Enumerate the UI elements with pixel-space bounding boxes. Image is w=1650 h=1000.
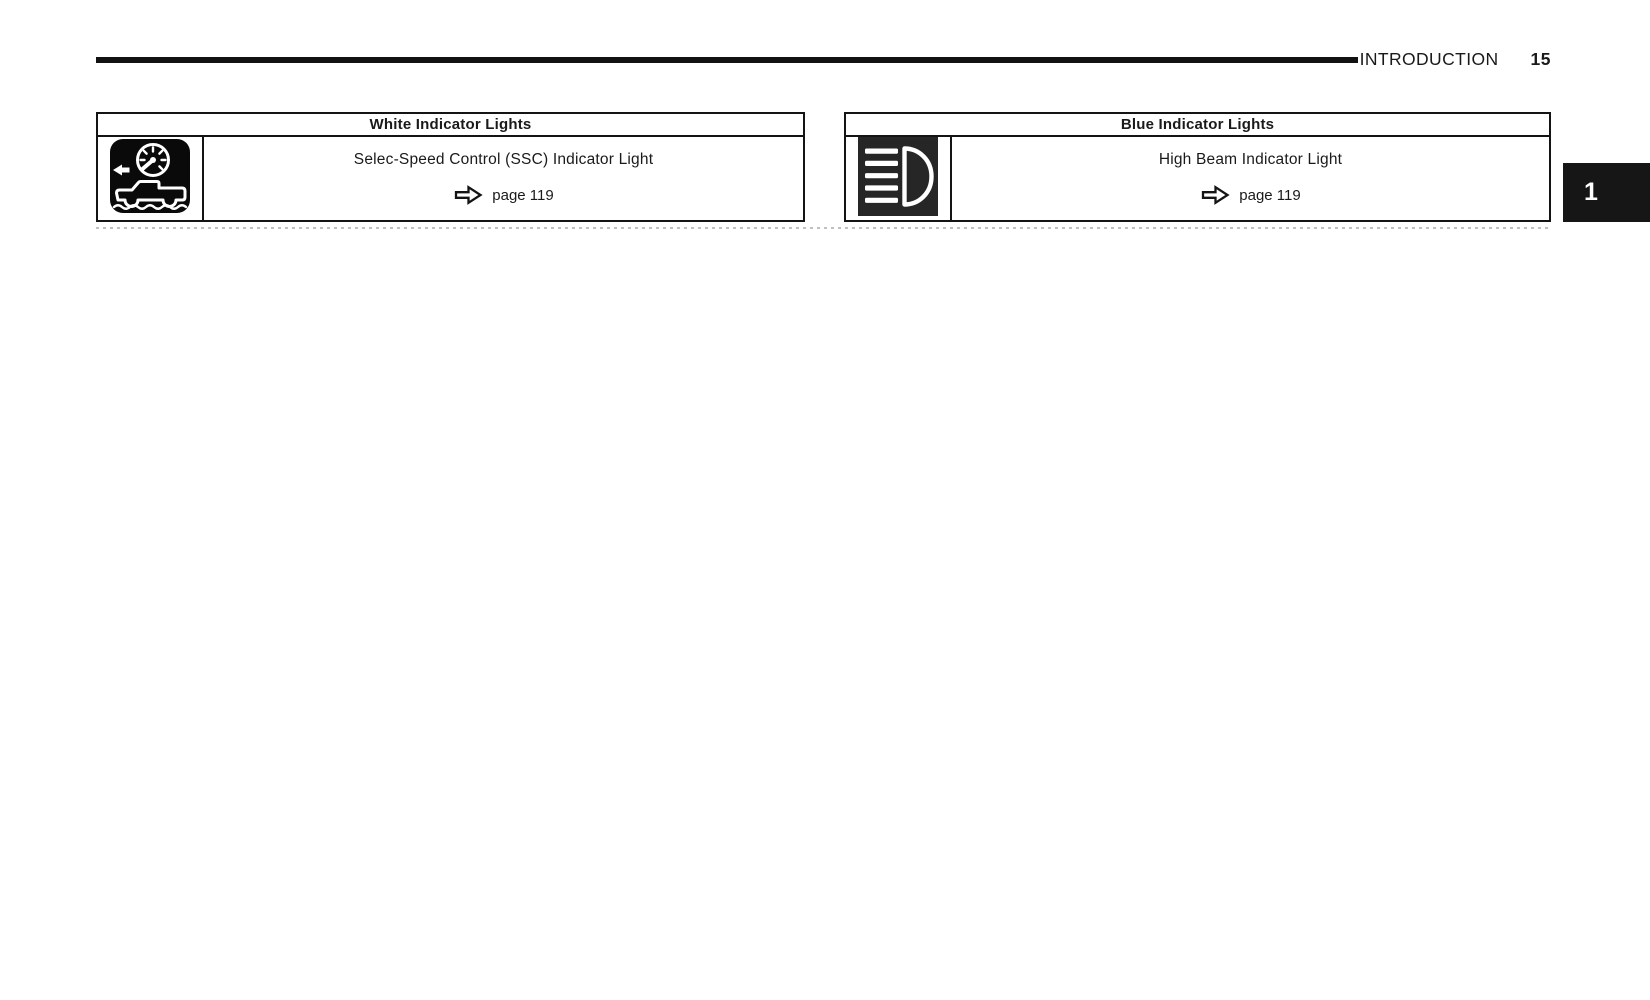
right-arrow-icon: [1200, 184, 1230, 206]
page-ref-link[interactable]: [1200, 184, 1300, 206]
chapter-tab-label: 1: [1584, 178, 1598, 206]
right-arrow-icon: [453, 184, 483, 206]
chapter-tab: [1563, 163, 1650, 222]
running-head: [1360, 46, 1551, 72]
page-ref-text: page 119: [1239, 186, 1301, 204]
table-row: [98, 137, 803, 220]
section-title: INTRODUCTION: [1359, 49, 1499, 69]
page-ref-link[interactable]: [453, 184, 553, 206]
high-beam-indicator-icon: [858, 137, 938, 221]
scan-artifact-dotted-line: [96, 227, 1551, 229]
table-title: White Indicator Lights: [98, 114, 803, 137]
page-ref-text: page 119: [492, 186, 554, 204]
white-indicator-lights-table: [96, 112, 805, 222]
selec-speed-control-indicator-icon: [110, 139, 190, 218]
header-rule: [96, 57, 1358, 63]
page-number: 15: [1530, 49, 1551, 69]
indicator-label: Selec-Speed Control (SSC) Indicator Light: [353, 151, 654, 168]
indicator-label: High Beam Indicator Light: [1158, 151, 1343, 168]
blue-indicator-lights-table: [844, 112, 1551, 222]
indicator-icon-cell: [98, 137, 204, 220]
table-row: [846, 137, 1549, 220]
indicator-icon-cell: [846, 137, 952, 220]
indicator-text-cell: [952, 137, 1549, 220]
table-title: Blue Indicator Lights: [846, 114, 1549, 137]
indicator-text-cell: [204, 137, 803, 220]
